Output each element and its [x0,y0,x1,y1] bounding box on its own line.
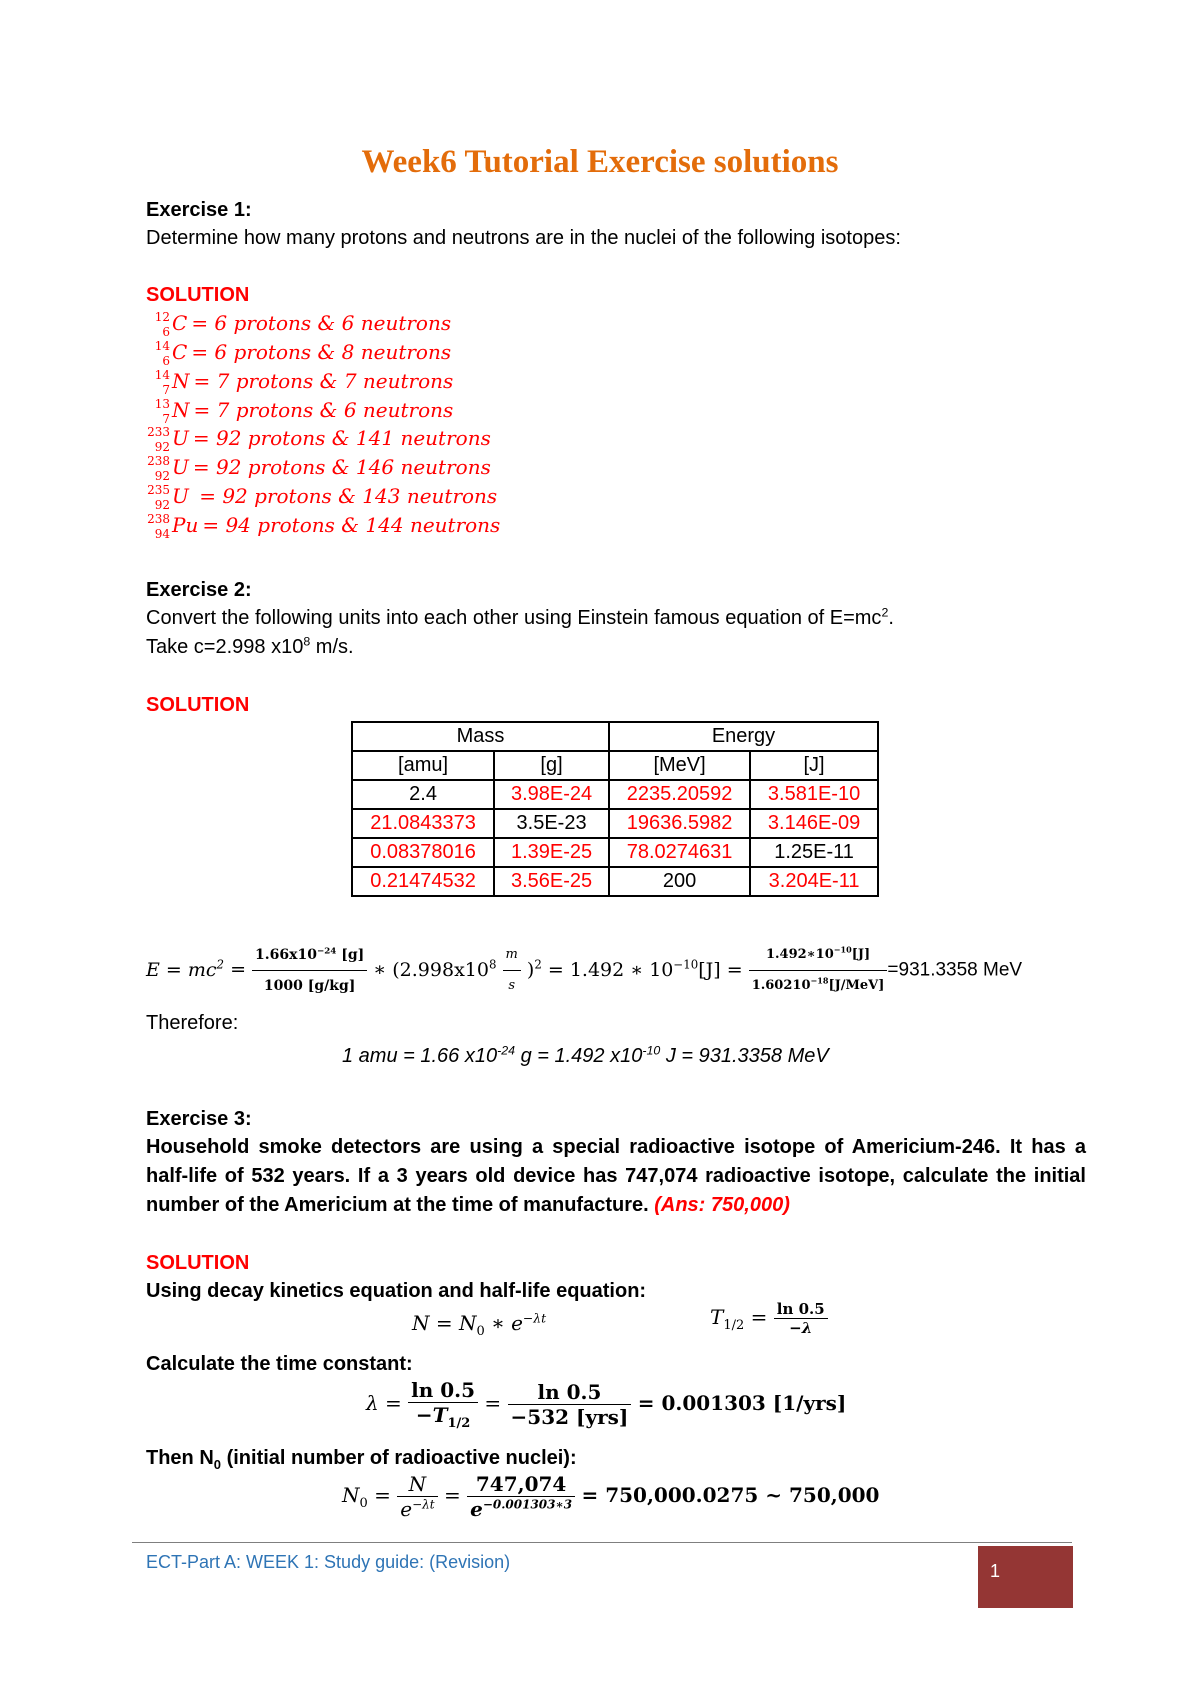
mass-fraction [252,940,367,1001]
footer-text: ECT-Part A: WEEK 1: Study guide: (Revision) [146,1552,511,1572]
exercise2-prompt-line2 [146,633,354,661]
page-title: Week6 Tutorial Exercise solutions [361,144,839,180]
mass-number: 238 [147,454,170,468]
isotope-scripts [146,424,172,454]
isotope-scripts [146,309,172,339]
table-cell: 3.5E-23 [494,809,609,838]
table-cell: 21.0843373 [352,809,494,838]
isotope-row [146,424,491,452]
exercise1-prompt: Determine how many protons and neutrons are in the nuclei of the following isotopes: [146,227,901,249]
mev-fraction-numerator: $1.492∗10^{-10}[J]$ [749,940,888,971]
table-cell: 200 [609,867,750,896]
page-number: 1 [990,1561,1001,1581]
table-row [352,809,878,838]
element-symbol: Pu [172,513,199,537]
eq-times: ∗ [373,958,387,981]
isotope-row [146,396,453,424]
isotope-scripts [146,367,172,397]
n0-fraction-2: $\frac{747,074}{e^{-0.001303∗3}}$ [467,1472,575,1521]
atomic-number: 6 [162,354,170,368]
energy-group-header: Energy [609,722,878,751]
exercise2-prompt-text: Convert the following units into each other using Einstein famous equation of E=mc [146,607,882,629]
isotope-row [146,511,500,539]
mass-number: 14 [154,368,170,382]
table-cell: 0.08378016 [352,838,494,867]
atomic-number: 92 [154,469,170,483]
mass-number: 235 [147,483,170,497]
decay-intro: Using decay kinetics equation and half-life equation: [146,1280,647,1302]
isotope-row [146,482,497,510]
table-cell: 78.0274631 [609,838,750,867]
isotope-scripts [146,511,172,541]
speed-of-light-unit: m/s. [310,636,354,658]
half-life-equation: $T_{1/2}$ = $\frac{\ln 0.5}{-\lambda}$ [710,1300,828,1337]
exercise1-heading: Exercise 1: [146,199,252,221]
joule-value: = 1.492 ∗ $10^{-10}[J]$ = [547,957,743,981]
speed-unit-fraction: $\frac{m}{s}$ [503,940,521,1001]
exercise3-solution-label: SOLUTION [146,1252,250,1274]
atomic-number: 92 [154,498,170,512]
speed-of-light-exp: 8 [303,634,311,649]
conversion-table-body [352,780,878,896]
table-row [352,867,878,896]
exercise2-prompt-line1 [146,604,894,632]
mass-number: 233 [147,425,170,439]
isotope-scripts [146,453,172,483]
atomic-number: 6 [162,325,170,339]
element-symbol: U [172,455,189,479]
mass-number: 14 [154,339,170,353]
initial-nuclei-label: Then $N_0$ (initial number of radioactive nuclei): [146,1447,577,1472]
lambda-result: = 0.001303 [1/yrs] [637,1391,847,1415]
isotope-row [146,309,451,337]
conversion-table [351,721,879,897]
table-cell: 3.146E-09 [750,809,878,838]
table-cell: 0.21474532 [352,867,494,896]
lambda-equation: λ = $\frac{\ln 0.5}{-T_{1/2}}$ = $\frac{\ln 0.5}{\text{−532 [yrs]}}$ = 0.001303 [1/yrs] [366,1378,847,1431]
element-symbol: N [172,369,190,393]
nucleon-count: = 6 protons & 8 neutrons [191,340,452,364]
exercise3-prompt: Household smoke detectors are using a special radioactive isotope of Americium-246. It has a half-life of 532 years. If a 3 years old device has 747,074 radioactive isotope, calculate the initial number of the Americium at the time of manufacture. (Ans: 750,000) [146,1136,1086,1216]
mev-conversion-fraction [749,940,888,1001]
eq-lhs: $E = mc^2$ [146,957,225,981]
table-cell: 3.581E-10 [750,780,878,809]
exercise2-heading: Exercise 2: [146,579,252,601]
n0-result: = 750,000.0275 ~ 750,000 [581,1483,880,1507]
table-unit-header-row [352,751,878,780]
therefore-label: Therefore: [146,1012,239,1034]
exercise2-prompt-end: . [888,607,894,629]
isotope-scripts [146,396,172,426]
energy-equation [146,940,1022,1001]
joule-header: [J] [750,751,878,780]
initial-nuclei-equation: $N_0$ = $\frac{N}{e^{-\lambda t}}$ = $\frac{747,074}{e^{-0.001303∗3}}$ = 750,000.0275 ~ 750,000 [342,1472,880,1521]
table-cell: 2235.20592 [609,780,750,809]
amu-header: [amu] [352,751,494,780]
table-cell: 1.39E-25 [494,838,609,867]
isotope-row [146,338,451,366]
lambda-fraction-2: $\frac{\ln 0.5}{\text{−532 [yrs]}}$ [508,1380,632,1429]
lambda-fraction-1: $\frac{\ln 0.5}{-T_{1/2}}$ [408,1378,478,1431]
amu-summary: 1 amu = 1.66 $x10^{-24}$ g = 1.492 $x10^{-10}$ J = 931.3358 MeV [342,1043,829,1067]
table-cell: 1.25E-11 [750,838,878,867]
nucleon-count: = 7 protons & 6 neutrons [193,398,454,422]
nucleon-count: = 6 protons & 6 neutrons [191,311,452,335]
atomic-number: 7 [162,412,170,426]
decay-equation: $N = N_0$ ∗ $e^{-\lambda t}$ [412,1310,547,1339]
mev-header: [MeV] [609,751,750,780]
table-row [352,838,878,867]
nucleon-count: = 92 protons & 141 neutrons [192,426,491,450]
table-cell: 19636.5982 [609,809,750,838]
half-life-fraction: $\frac{\ln 0.5}{-\lambda}$ [774,1300,828,1337]
mass-number: 238 [147,512,170,526]
n0-fraction-1: $\frac{N}{e^{-\lambda t}}$ [397,1472,437,1521]
mass-group-header: Mass [352,722,609,751]
isotope-row [146,453,491,481]
atomic-number: 92 [154,440,170,454]
speed-term-close: )$^2$ [526,957,542,981]
nucleon-count: = 94 protons & 144 neutrons [202,513,501,537]
table-row [352,780,878,809]
element-symbol: C [172,311,188,335]
isotope-scripts [146,482,172,512]
table-cell: 3.56E-25 [494,867,609,896]
mass-number: 13 [154,397,170,411]
element-symbol: N [172,398,190,422]
exercise3-heading: Exercise 3: [146,1108,252,1130]
element-symbol: U [172,484,189,508]
time-constant-label: Calculate the time constant: [146,1353,413,1375]
mev-fraction-denominator: $1.60210^{-18}[J/MeV]$ [751,975,885,993]
footer-divider [132,1542,1072,1543]
table-cell: 3.98E-24 [494,780,609,809]
isotope-scripts [146,338,172,368]
atomic-number: 7 [162,383,170,397]
nucleon-count: = 92 protons & 143 neutrons [192,484,498,508]
speed-term: ($2.998x10^8$ [392,957,497,981]
exercise2-solution-label: SOLUTION [146,694,250,716]
table-group-header-row [352,722,878,751]
mass-fraction-denominator: 1000 [g/kg] [263,978,356,994]
nucleon-count: = 7 protons & 7 neutrons [193,369,454,393]
element-symbol: U [172,426,189,450]
atomic-number: 94 [154,527,170,541]
speed-of-light-text: Take c=2.998 x10 [146,636,304,658]
table-cell: 3.204E-11 [750,867,878,896]
exercise2-prompt-sup: 2 [881,605,889,620]
mev-result: =931.3358 MeV [887,959,1023,981]
element-symbol: C [172,340,188,364]
nucleon-count: = 92 protons & 146 neutrons [192,455,491,479]
exercise1-solution-label: SOLUTION [146,284,250,306]
isotope-row [146,367,453,395]
exercise3-answer: (Ans: 750,000) [654,1194,790,1216]
gram-header: [g] [494,751,609,780]
eq-equals: = [230,958,246,981]
mass-fraction-numerator: $1.66x10^{-24}$ [g] [252,940,367,971]
mass-number: 12 [154,310,170,324]
table-cell: 2.4 [352,780,494,809]
